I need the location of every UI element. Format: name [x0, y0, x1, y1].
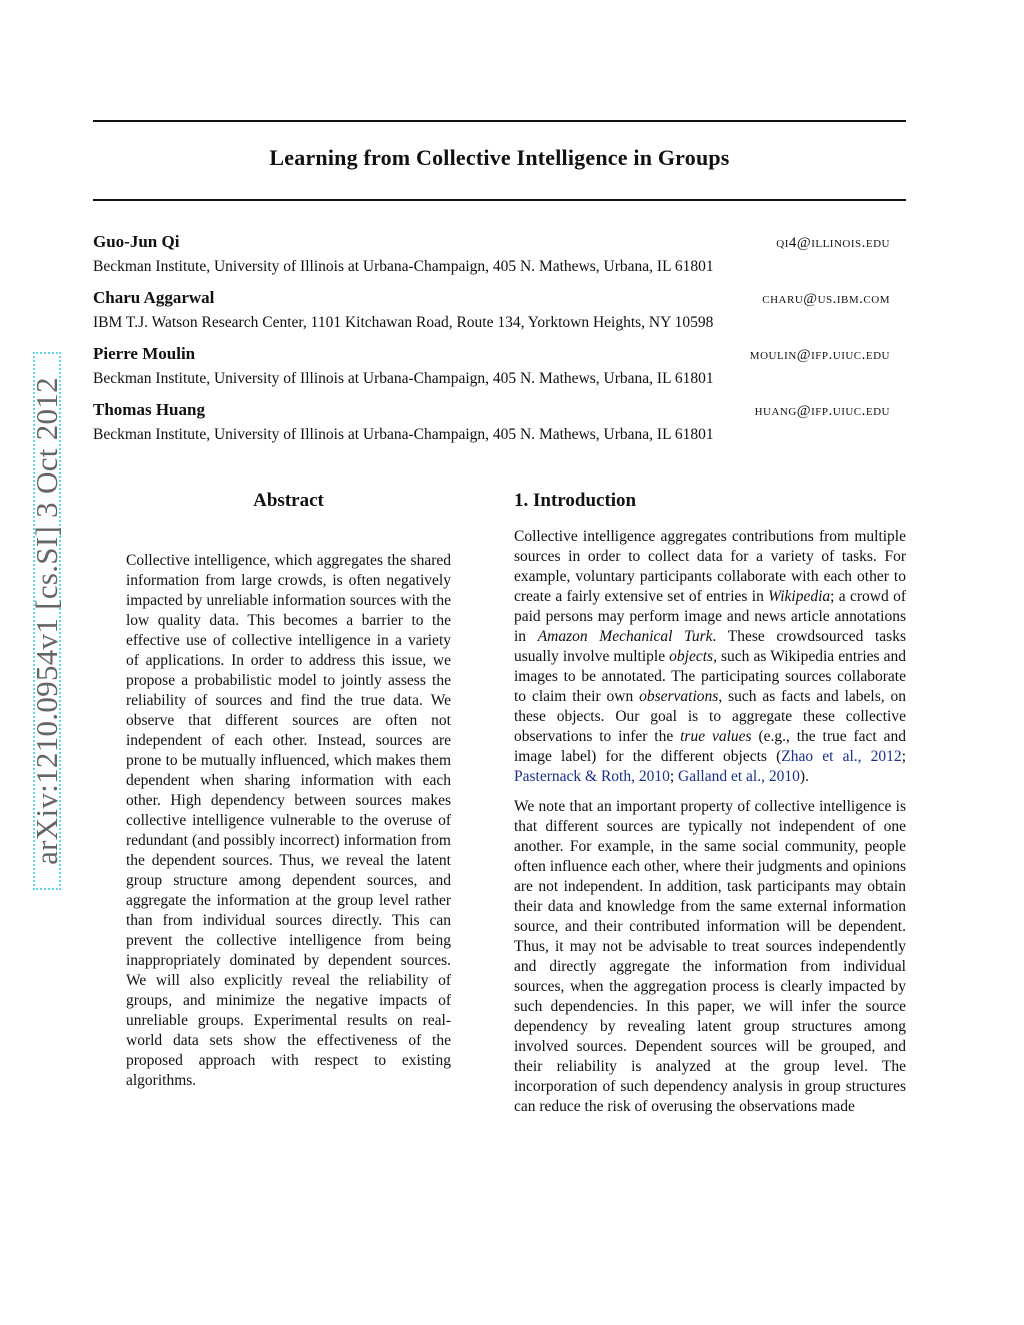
author-name: Thomas Huang [93, 400, 205, 419]
title-rule-bottom [93, 199, 906, 201]
author-block [93, 232, 890, 278]
citation-link[interactable]: Galland et al., 2010 [678, 768, 800, 785]
text-run: ; a crowd of paid persons may perform image and news article annotations in [514, 588, 906, 645]
text-run: ; [669, 768, 679, 785]
introduction-paragraph: We note that an important property of collective intelligence is that different sources are typically not independent of one another. For example, in the same social community, people often influence each other, where their judgments and opinions are not independent. In addition, task participants may obtain their data and knowledge from the same external information source, and their contributed information will be dependent. Thus, it may not be advisable to treat sources independently and directly aggregate the information from individual sources, when the aggregation process is clearly impacted by such dependencies. In this paper, we will infer the source dependency by revealing latent group structures among involved sources. Dependent sources will be grouped, and their reliability is analyzed at the group level. The incorporation of such dependency analysis in group structures can reduce the risk of overusing the observations made [514, 798, 906, 1115]
text-run: ; [901, 748, 906, 765]
author-block [93, 344, 890, 390]
author-email[interactable]: huang@ifp.uiuc.edu [754, 403, 890, 419]
introduction-heading: 1. Introduction [514, 490, 637, 511]
introduction-column [514, 490, 906, 1117]
introduction-paragraph [514, 527, 906, 787]
author-email[interactable]: charu@us.ibm.com [762, 291, 890, 307]
citation-link[interactable]: Zhao et al., 2012 [781, 748, 902, 765]
author-name: Pierre Moulin [93, 344, 196, 363]
arxiv-identifier: arXiv:1210.0954v1 [cs.SI] 3 Oct 2012 [29, 377, 64, 865]
abstract-heading: Abstract [253, 490, 324, 511]
author-block [93, 400, 890, 446]
text-run: , such as facts and labels, on these objects. Our goal is to aggregate these collective observations to infer the [514, 688, 906, 745]
text-run: ). [799, 768, 809, 785]
emphasis-observations: observations [639, 688, 719, 705]
author-name: Charu Aggarwal [93, 288, 215, 307]
emphasis-wikipedia: Wikipedia [768, 588, 831, 605]
author-block [93, 288, 890, 334]
author-affiliation: Beckman Institute, University of Illinois at Urbana-Champaign, 405 N. Mathews, Urbana, IL 61801 [93, 426, 714, 443]
author-affiliation: Beckman Institute, University of Illinois at Urbana-Champaign, 405 N. Mathews, Urbana, IL 61801 [93, 258, 714, 275]
abstract-text: Collective intelligence, which aggregates the shared information from large crowds, is often negatively impacted by unreliable information sources with the low quality data. This becomes a barrier to the effective use of collective intelligence in a variety of applications. In order to address this issue, we propose a probabilistic model to jointly assess the reliability of sources and find the true data. We observe that different sources are often not independent of each other. Instead, sources are prone to be mutually influenced, which makes them dependent when sharing information with each other. High dependency between sources makes collective intelligence vulnerable to the overuse of redundant (and possibly incorrect) information from the dependent sources. Thus, we reveal the latent group structure among dependent sources, and aggregate the information at the group level rather than from individual sources directly. This can prevent the collective intelligence from being inappropriately dominated by dependent sources. We will also explicitly reveal the reliability of groups, and minimize the negative impacts of unreliable groups. Experimental results on real-world data sets show the effectiveness of the proposed approach with respect to existing algorithms. [126, 552, 451, 1089]
text-run: Collective intelligence aggregates contributions from multiple sources in order to collect data for a variety of tasks. For example, voluntary participants collaborate with each other to create a fairly extensive set of entries in [514, 528, 906, 605]
author-affiliation: Beckman Institute, University of Illinois at Urbana-Champaign, 405 N. Mathews, Urbana, IL 61801 [93, 370, 714, 387]
author-email[interactable]: moulin@ifp.uiuc.edu [749, 347, 890, 363]
emphasis-objects: objects [669, 648, 714, 665]
emphasis-amazon-mturk: Amazon Mechanical Turk [537, 628, 713, 645]
text-run: , such as Wikipedia entries and images to be annotated. The participating sources collaborate to claim their own [514, 648, 906, 705]
author-email[interactable]: qi4@illinois.edu [776, 235, 890, 251]
text-run: . These crowdsourced tasks usually involve multiple [514, 628, 906, 665]
text-run: (e.g., the true fact and image label) for the different objects ( [514, 728, 906, 765]
abstract-column [126, 490, 451, 1091]
author-affiliation: IBM T.J. Watson Research Center, 1101 Kitchawan Road, Route 134, Yorktown Heights, NY 10598 [93, 314, 714, 331]
emphasis-true-values: true values [680, 728, 752, 745]
paper-title: Learning from Collective Intelligence in Groups [269, 145, 730, 170]
author-name: Guo-Jun Qi [93, 232, 180, 251]
title-rule-top [93, 120, 906, 122]
citation-link[interactable]: Pasternack & Roth, 2010 [514, 768, 670, 785]
